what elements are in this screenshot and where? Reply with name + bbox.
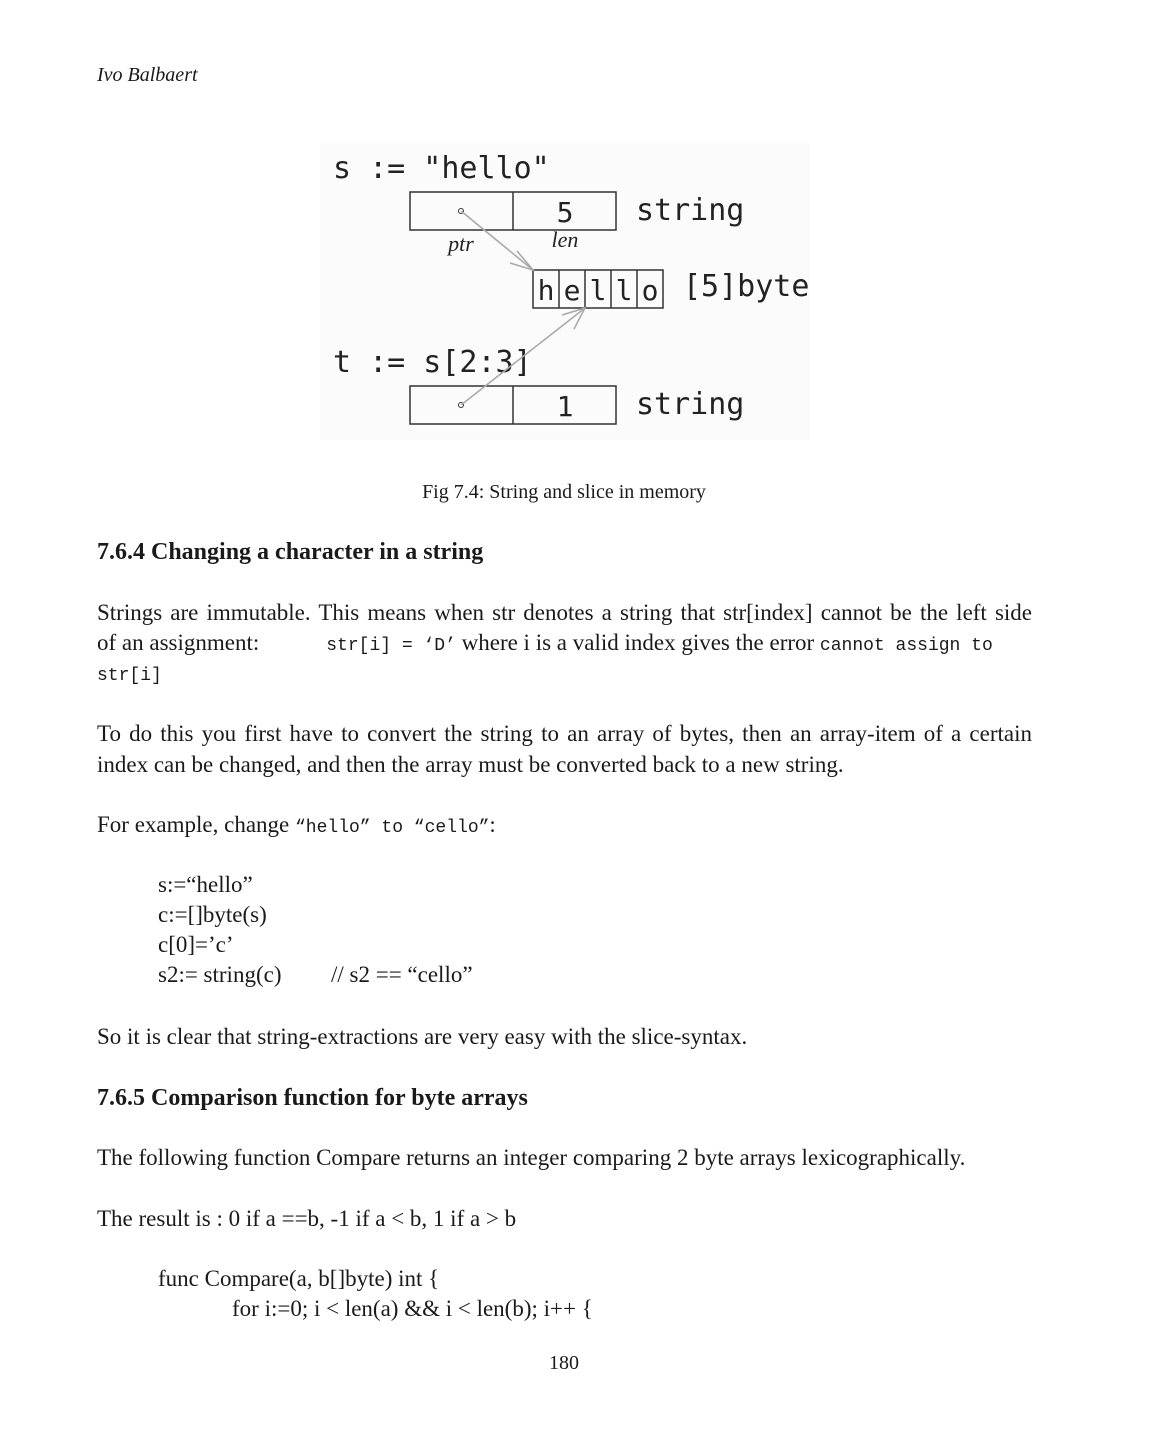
len-value-t: 1 [556, 390, 574, 423]
text: : [489, 812, 496, 837]
section-heading-7-6-5: 7.6.5 Comparison function for byte arrays [97, 1085, 528, 1111]
code-line: c[0]=’c’ [158, 932, 234, 957]
code-line: s2:= string(c) [158, 962, 282, 987]
code-line: s:=“hello” [158, 872, 253, 897]
paragraph-example [97, 812, 1032, 838]
paragraph-compare-intro: The following function Compare returns an integer comparing 2 byte arrays lexicographically. [97, 1145, 966, 1170]
len-label: len [551, 227, 579, 252]
inline-code-error-cont: str[i] [97, 666, 162, 686]
type-label-string-2: string [636, 387, 745, 422]
text: of an assignment: [97, 630, 260, 655]
paragraph-convert-line1: To do this you first have to convert the string to an array of bytes, then an array-item of a certain [97, 721, 1032, 746]
running-header-author: Ivo Balbaert [97, 64, 198, 86]
page-number: 180 [549, 1352, 579, 1374]
len-value-s: 5 [556, 196, 574, 229]
ptr-label: ptr [448, 231, 474, 256]
diagram-s-declaration: s := "hello" [333, 151, 550, 186]
byte-cell-1: e [563, 274, 581, 307]
byte-cell-3: l [615, 274, 633, 307]
paragraph-immutable-line2 [97, 630, 1032, 656]
text: where i is a valid index gives the error [455, 630, 820, 655]
array-type-label: [5]byte [683, 269, 810, 304]
paragraph-compare-result: The result is : 0 if a ==b, -1 if a < b, 1 if a > b [97, 1206, 517, 1231]
figure-caption: Fig 7.4: String and slice in memory [422, 481, 706, 503]
code-line: func Compare(a, b[]byte) int { [158, 1266, 440, 1291]
paragraph-convert-line2: index can be changed, and then the array must be converted back to a new string. [97, 752, 844, 777]
code-comment: // s2 == “cello” [331, 962, 473, 987]
type-label-string-1: string [636, 193, 745, 228]
inline-code: “hello” to “cello” [294, 818, 490, 838]
diagram-t-declaration: t := s[2:3] [333, 345, 532, 380]
code-line: c:=[]byte(s) [158, 902, 267, 927]
byte-cell-0: h [537, 274, 555, 307]
inline-code: str[i] = ‘D’ [326, 636, 456, 656]
byte-cell-4: o [641, 274, 659, 307]
code-line: for i:=0; i < len(a) && i < len(b); i++ { [232, 1296, 593, 1321]
section-heading-7-6-4: 7.6.4 Changing a character in a string [97, 539, 484, 565]
byte-cell-2: l [589, 274, 607, 307]
inline-code-error: cannot assign to [819, 636, 993, 656]
paragraph-conclusion: So it is clear that string-extractions are very easy with the slice-syntax. [97, 1024, 748, 1049]
text: For example, change [97, 812, 295, 837]
paragraph-immutable-line1: Strings are immutable. This means when str denotes a string that str[index] cannot be the left side [97, 600, 1032, 625]
string-slice-memory-diagram [320, 143, 810, 440]
